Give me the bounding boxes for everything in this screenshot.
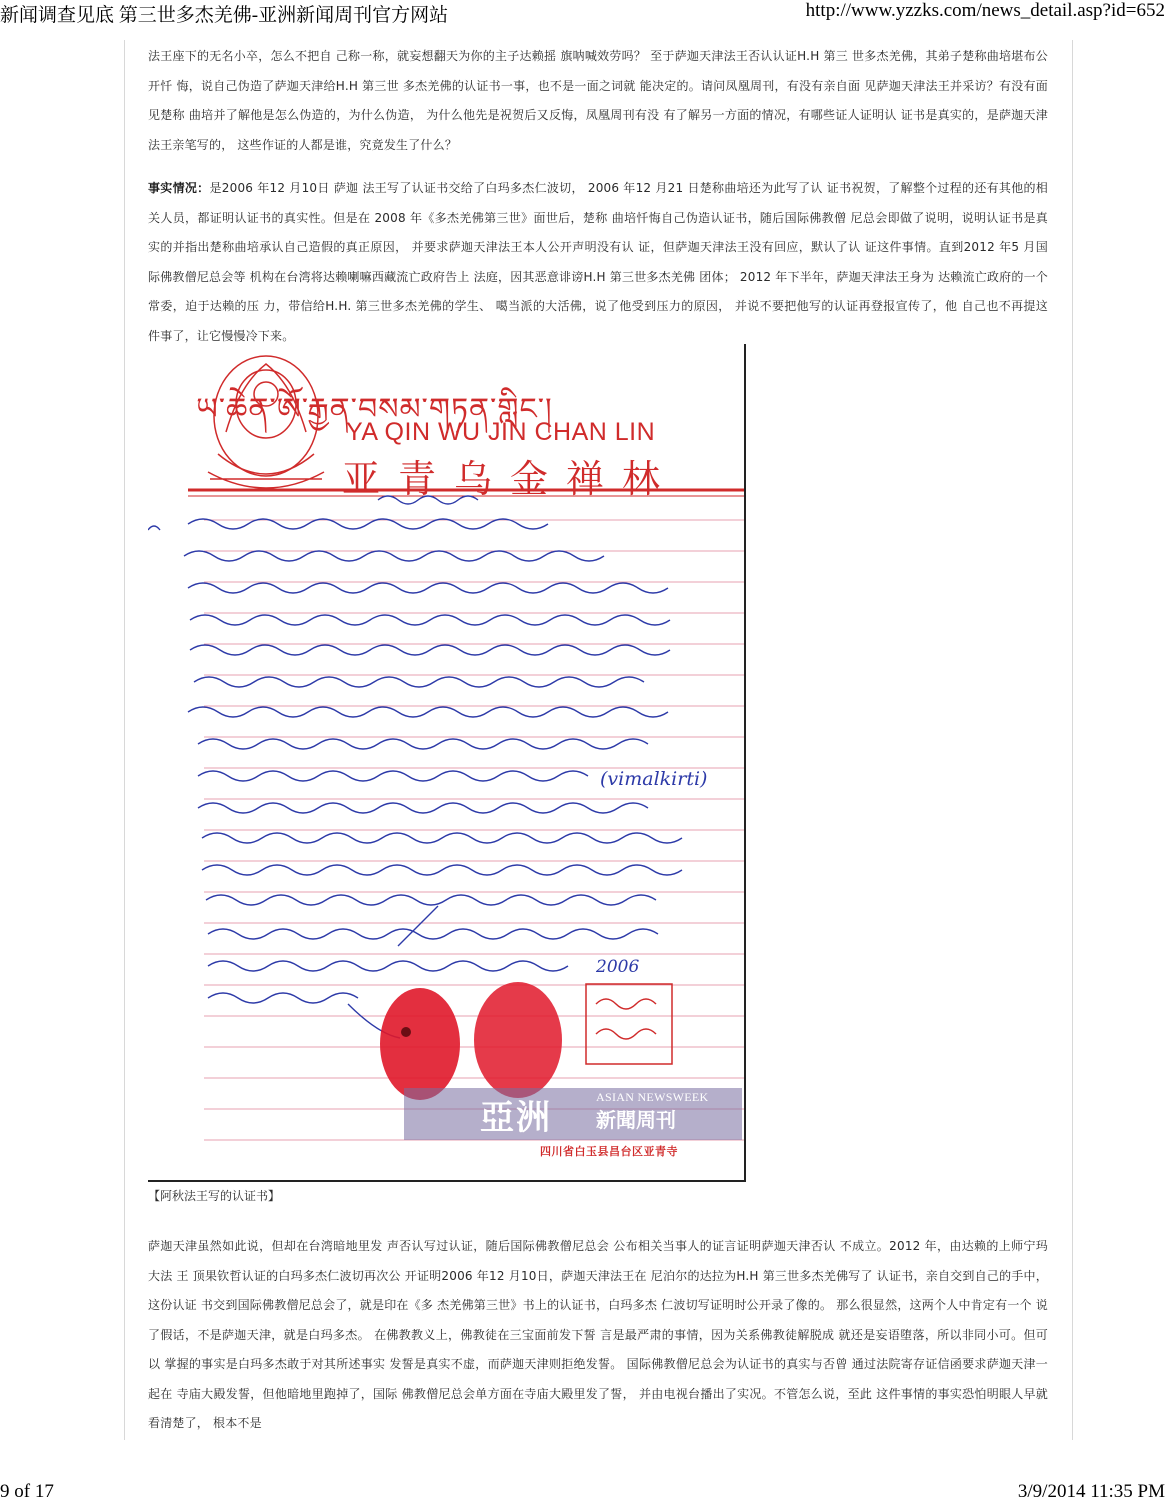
print-footer [0,1479,1165,1507]
article-paragraph-3: 萨迦天津虽然如此说，但却在台湾暗地里发 声否认写过认证，随后国际佛教僧尼总会 公布相关当事人的证言证明萨迦天津否认 不成立。2012 年，由达赖的上师宁玛大法 王 顶果钦哲认证的白玛多杰仁波切再次公 开证明2006 年12 月10日，萨迦天津法王在 尼泊尔的达拉为H.H 第三世多杰羌佛写了 认证书，亲自交到自己的手中，这份认证 书交到国际佛教僧尼总会了，就是印在《多 杰羌佛第三世》书上的认证书，白玛多杰 仁波切写证明时公开录了像的。 那么很显然，这两个人中肯定有一个 说了假话，不是萨迦天津，就是白玛多杰。 在佛教教义上，佛教徒在三宝面前发下誓 言是最严肃的事情，因为关系佛教徒解脱成 就还是妄语堕落，所以非同小可。但可以 掌握的事实是白玛多杰敢于对其所述事实 发誓是真实不虚，而萨迦天津则拒绝发誓。 国际佛教僧尼总会为认证书的真实与否曾 通过法院寄存证信函要求萨迦天津一起在 寺庙大殿发誓，但他暗地里跑掉了，国际 佛教僧尼总会单方面在寺庙大殿里发了誓， 并由电视台播出了实况。不管怎么说，至此 这件事情的事实恐怕明眼人早就看清楚了， 根本不是 [148,1239,1048,1430]
handwritten-date: 2006 [596,957,640,977]
fingerprint [474,982,562,1098]
handwritten-latin: (vimalkirti) [600,768,708,790]
article-paragraph-1: 法王座下的无名小卒，怎么不把自 己称一称，就妄想翻天为你的主子达赖摇 旗呐喊效劳吗？ 至于萨迦天津法王否认认证H.H 第三 世多杰羌佛，其弟子楚称曲培堪布公开忏 悔，说自己伪造了萨迦天津给H.H 第三世 多杰羌佛的认证书一事，也不是一面之词就 能决定的。请问凤凰周刊，有没有亲自面 见萨迦天津法王并采访？有没有面见楚称 曲培并了解他是怎么伪造的，为什么伪造， 为什么他先是祝贺后又反悔，凤凰周刊有没 有了解另一方面的情况，有哪些证人证明认 证书是真实的，是萨迦天津法王亲笔写的， 这些作证的人都是谁，究竟发生了什么？ [148,49,1048,152]
page-number: 9 of 17 [0,1481,54,1502]
print-datetime: 3/9/2014 11:35 PM [1017,1481,1165,1502]
letterhead-tibetan: ཡ་ཆེན་ཨོ་རྒྱན་བསམ་གཏན་གླིང་། [196,392,553,427]
image-caption: 【阿秋法王写的认证书】 [148,1189,281,1203]
page-title: 新闻调查见底 第三世多杰羌佛-亚洲新闻周刊官方网站 [0,5,449,26]
red-seal-icon [586,984,672,1064]
letterhead-chinese: 亚青乌金禅林 [342,457,679,501]
watermark-logo-cn: 亞洲 [480,1098,552,1138]
page-url[interactable]: http://www.yzzks.com/news_detail.asp?id=652 [805,0,1165,21]
print-header [0,0,1165,26]
article-paragraph-2 [148,174,1048,351]
facts-text: 是2006 年12 月10日 萨迦 法王写了认证书交给了白玛多杰仁波切， 2006 年12 月21 日楚称曲培还为此写了认 证书祝贺，了解整个过程的还有其他的相 关人员，都证明认证书的真实性。但是在 2008 年《多杰羌佛第三世》面世后，楚称 曲培忏悔自己伪造认证书，随后国际佛教僧 尼总会即做了说明，说明认证书是真实的并指出楚称曲培承认自己造假的真正原因， 并要求萨迦天津法王本人公开声明没有认 证，但萨迦天津法王没有回应，默认了认 证这件事情。直到2012 年5 月国际佛教僧尼总会等 机构在台湾将达赖喇嘛西藏流亡政府告上 法庭，因其恶意诽谤H.H 第三世多杰羌佛 团体； 2012 年下半年，萨迦天津法王身为 达赖流亡政府的一个常委，迫于达赖的压 力，带信给H.H. 第三世多杰羌佛的学生、 噶当派的大活佛，说了他受到压力的原因， 并说不要把他写的认证再登报宣传了，他 自己也不再提这件事了，让它慢慢冷下来。 [148,181,1048,343]
monastery-stamp-text: 四川省白玉县昌台区亚青寺 [540,1145,678,1158]
letterhead-latin: YA QIN WU JIN CHAN LIN [346,418,656,446]
watermark-logo-en: ASIAN NEWSWEEK [596,1090,709,1104]
watermark-logo-cn2: 新聞周刊 [596,1108,676,1132]
facts-label: 事实情况： [148,181,210,195]
fingerprint [380,988,460,1100]
